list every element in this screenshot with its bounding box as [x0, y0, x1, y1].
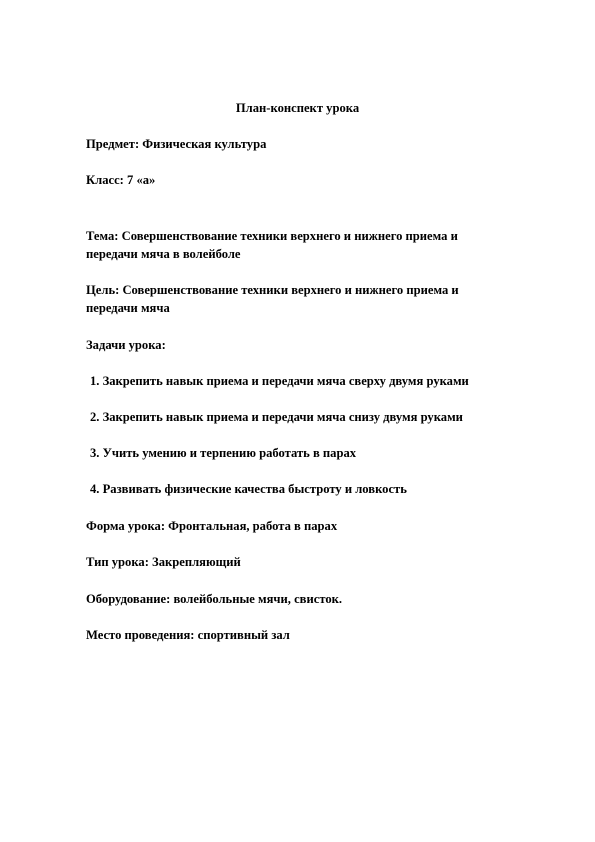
task-item-2: 2. Закрепить навык приема и передачи мяча снизу двумя руками [90, 410, 463, 424]
task-item-1: 1. Закрепить навык приема и передачи мяча сверху двумя руками [90, 374, 469, 388]
goal-line-1: Цель: Совершенствование техники верхнего и нижнего приема и [86, 283, 459, 297]
task-item-3: 3. Учить умению и терпению работать в парах [90, 446, 357, 460]
equipment-line: Оборудование: волейбольные мячи, свисток. [86, 592, 343, 606]
topic-line-1: Тема: Совершенствование техники верхнего и нижнего приема и [86, 229, 458, 243]
topic-line-2: передачи мяча в волейболе [86, 247, 241, 261]
goal-line-2: передачи мяча [86, 301, 170, 315]
task-item-4: 4. Развивать физические качества быстроту и ловкость [90, 482, 407, 496]
document-title: План-конспект урока [235, 101, 360, 115]
tasks-heading: Задачи урока: [86, 338, 166, 352]
lesson-type-line: Тип урока: Закрепляющий [86, 555, 241, 569]
subject-line: Предмет: Физическая культура [86, 137, 267, 151]
location-line: Место проведения: спортивный зал [86, 628, 290, 642]
class-line: Класс: 7 «а» [86, 173, 156, 187]
lesson-form-line: Форма урока: Фронтальная, работа в парах [86, 519, 338, 533]
